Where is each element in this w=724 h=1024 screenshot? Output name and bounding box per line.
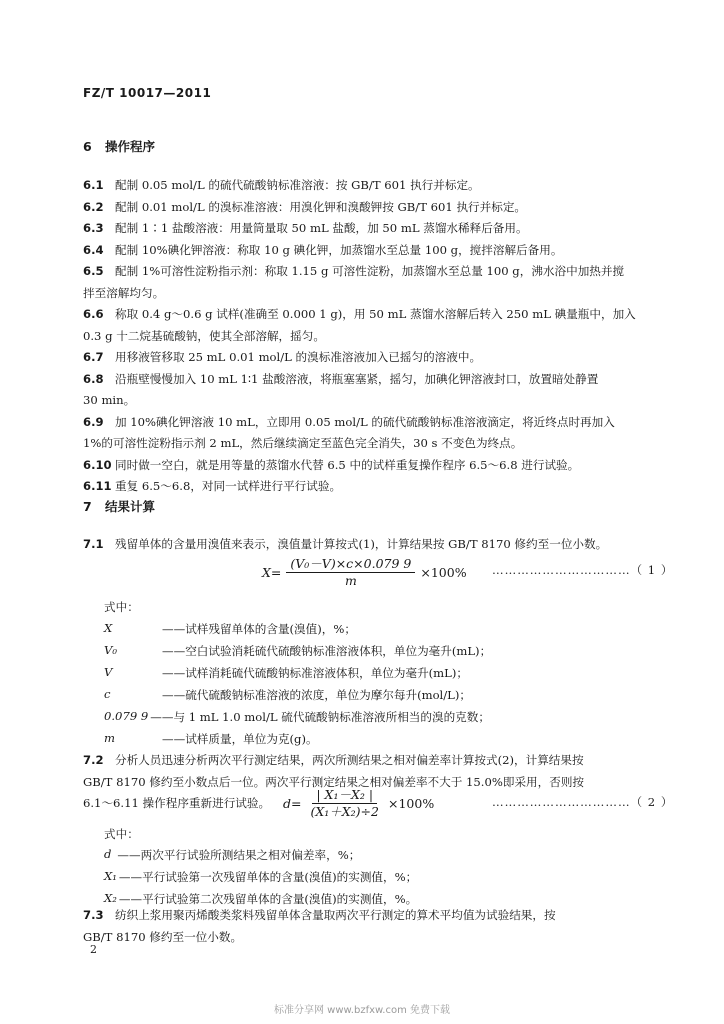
fraction-denominator: (X₁＋X₂)÷2 [310, 804, 379, 819]
clause-6-9: 6.9 加 10%碘化钾溶液 10 mL，立即用 0.05 mol/L 的硫代硫酸钠标准溶液滴定，将近终点时再加入 1%的可溶性淀粉指示剂 2 mL，然后继续滴定至蓝色完全消失，30 s 不变色为终点。 [83, 414, 615, 450]
clause-7-3: 7.3 纺织上浆用聚丙烯酸类浆料残留单体含量取两次平行测定的算术平均值为试验结果，按 GB/T 8170 修约至一位小数。 [83, 908, 556, 944]
page-number: 2 [90, 943, 97, 956]
formula-lhs: X= [262, 565, 282, 580]
clause-6-11: 6.11 重复 6.5～6.8，对同一试样进行平行试验。 [83, 479, 342, 493]
section-title: 操作程序 [105, 139, 156, 154]
standard-code-header: FZ/T 10017—2011 [83, 86, 212, 100]
section-number: 7 [83, 499, 92, 514]
variable-row: c ——硫代硫酸钠标准溶液的浓度，单位为摩尔每升(mol/L)； [104, 687, 471, 702]
clause-6-7: 6.7 用移液管移取 25 mL 0.01 mol/L 的溴标准溶液加入已摇匀的溶液中。 [83, 350, 482, 364]
variable-row: 0.079 9 ——与 1 mL 1.0 mol/L 硫代硫酸钠标准溶液所相当的溴的克数； [104, 709, 490, 724]
clause-6-3: 6.3 配制 1∶1 盐酸溶液：用量筒量取 50 mL 盐酸，加 50 mL 蒸馏水稀释后备用。 [83, 221, 528, 235]
section-title: 结果计算 [105, 499, 156, 514]
formula-tail: ×100% [420, 565, 467, 580]
clause-7-2: 7.2 分析人员迅速分析两次平行测定结果，两次所测结果之相对偏差率计算按式(2)，计算结果按 GB/T 8170 修约至小数点后一位。两次平行测定结果之相对偏差率不大于 15.0%即采用，否则按 6.1～6.11 操作程序重新进行试验。 [83, 753, 585, 810]
watermark-footer: 标准分享网 www.bzfxw.com 免费下载 [274, 1005, 450, 1016]
equation-number-1: ……………………………（ 1 ） [492, 563, 674, 577]
fraction-numerator: (V₀－V)×c×0.079 9 [286, 556, 415, 573]
where-label: 式中： [104, 600, 139, 614]
formula-2 [283, 787, 434, 820]
clause-6-8: 6.8 沿瓶壁慢慢加入 10 mL 1∶1 盐酸溶液，将瓶塞塞紧，摇匀，加碘化钾溶液封口，放置暗处静置 30 min。 [83, 371, 599, 407]
clause-7-1: 7.1 残留单体的含量用溴值来表示，溴值量计算按式(1)，计算结果按 GB/T 8170 修约至一位小数。 [83, 537, 608, 551]
variable-row: X ——试样残留单体的含量(溴值)，%； [104, 621, 356, 636]
variable-row: X₁ ——平行试验第一次残留单体的含量(溴值)的实测值，%； [104, 869, 418, 884]
formula-tail: ×100% [387, 796, 435, 811]
fraction-numerator: | X₁－X₂ | [312, 787, 377, 804]
clause-6-5: 6.5 配制 1%可溶性淀粉指示剂：称取 1.15 g 可溶性淀粉，加蒸馏水至总量 100 g，沸水浴中加热并搅 拌至溶解均匀。 [83, 264, 625, 300]
fraction [286, 556, 415, 589]
clause-6-10: 6.10 同时做一空白，就是用等量的蒸馏水代替 6.5 中的试样重复操作程序 6.5～6.8 进行试验。 [83, 457, 580, 472]
clause-6-2: 6.2 配制 0.01 mol/L 的溴标准溶液：用溴化钾和溴酸钾按 GB/T 601 执行并标定。 [83, 199, 527, 214]
section-number: 6 [83, 139, 92, 154]
variable-row: V₀ ——空白试验消耗硫代硫酸钠标准溶液体积，单位为毫升(mL)； [104, 643, 492, 658]
clause-6-1: 6.1 配制 0.05 mol/L 的硫代硫酸钠标准溶液：按 GB/T 601 执行并标定。 [83, 178, 480, 192]
formula-lhs: d= [283, 796, 302, 811]
clause-6-6: 6.6 称取 0.4 g～0.6 g 试样(准确至 0.000 1 g)，用 50 mL 蒸馏水溶解后转入 250 mL 碘量瓶中，加入 0.3 g 十二烷基硫酸钠，使其全部溶解，摇匀。 [83, 307, 636, 343]
variable-row: X₂ ——平行试验第二次残留单体的含量(溴值)的实测值，%。 [104, 891, 418, 906]
section-6-heading [83, 137, 155, 155]
variable-row: d ——两次平行试验所测结果之相对偏差率，%； [104, 847, 361, 862]
fraction [306, 787, 383, 820]
equation-number-2: ……………………………（ 2 ） [492, 795, 674, 809]
variable-row: m ——试样质量，单位为克(g)。 [104, 731, 318, 746]
section-7-heading [83, 497, 155, 515]
where-label: 式中： [104, 827, 139, 841]
fraction-denominator: m [344, 573, 357, 588]
clause-6-4: 6.4 配制 10%碘化钾溶液：称取 10 g 碘化钾，加蒸馏水至总量 100 g，搅拌溶解后备用。 [83, 242, 563, 257]
section-6-items [83, 175, 645, 498]
formula-1 [262, 556, 467, 589]
variable-row: V ——试样消耗硫代硫酸钠标准溶液体积，单位为毫升(mL)； [104, 665, 468, 680]
